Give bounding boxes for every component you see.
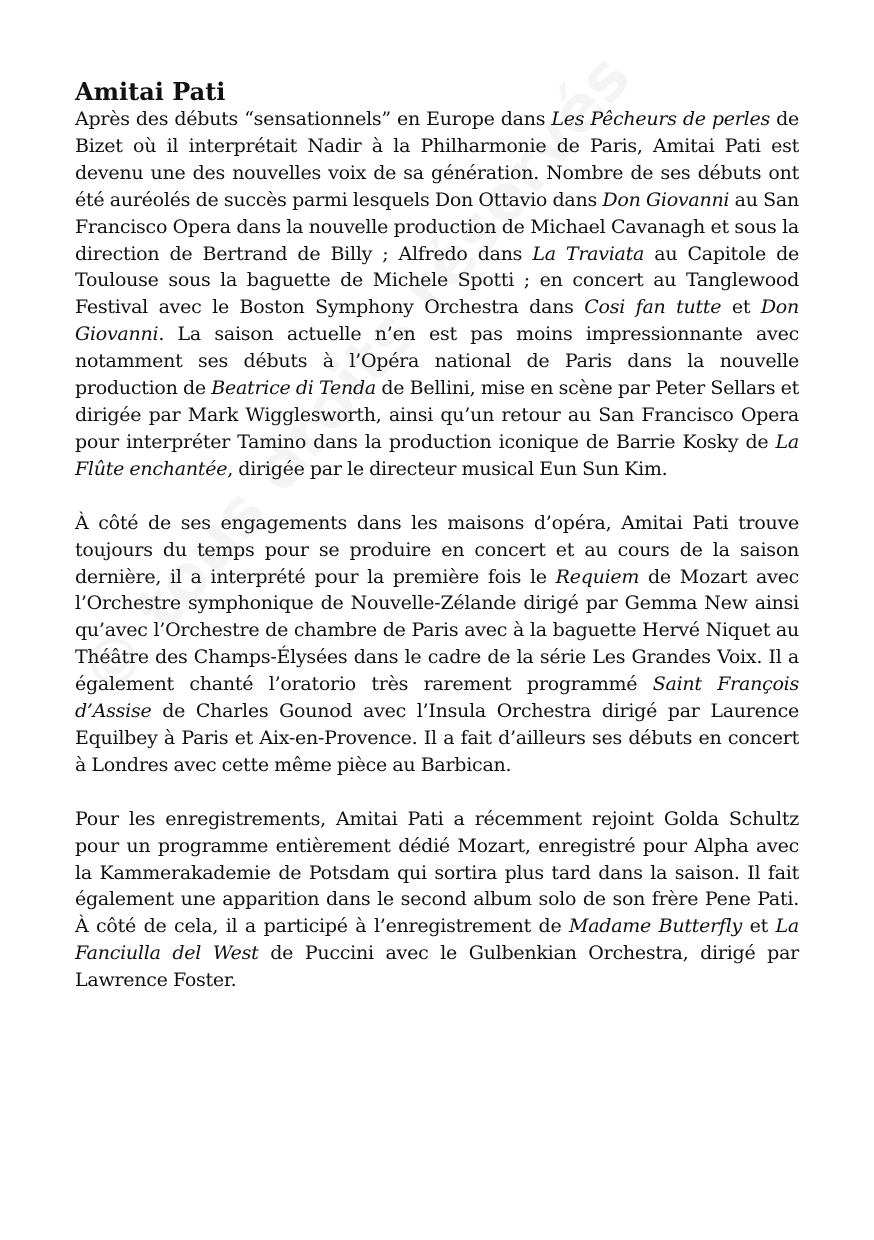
italic-title-text: Cosi fan tutte bbox=[584, 296, 722, 319]
paragraph-text: , dirigée par le directeur musical Eun Sun Kim. bbox=[227, 457, 668, 480]
paragraph-text: de Puccini avec le Gulbenkian Orchestra, dirigé par Lawrence Foster. bbox=[75, 942, 799, 992]
italic-title-text: Don Giovanni bbox=[602, 188, 730, 211]
paragraph-career bbox=[75, 106, 799, 483]
paragraph-text: de Bellini, mise en scène par Peter Sellars et dirigée par Mark Wigglesworth, ainsi qu’un retour au San Francisco Opera pour interpréter Tamino dans la production iconique de Barrie Kosky de bbox=[75, 377, 799, 453]
paragraph-text: de Bizet où il interprétait Nadir à la Philharmonie de Paris, Amitai Pati est devenu une des nouvelles voix de sa génération. Nombre de ses débuts ont été auréolés de succès parmi lesquels Don Ottavio dans bbox=[75, 108, 799, 211]
italic-title-text: Madame Butterfly bbox=[569, 915, 743, 938]
paragraph-text: et bbox=[742, 915, 776, 938]
italic-title-text: Saint François d’Assise bbox=[75, 673, 799, 723]
biography-section bbox=[75, 78, 799, 994]
paragraph-text: de Charles Gounod avec l’Insula Orchestra dirigé par Laurence Equilbey à Paris et Aix-en-Provence. Il a fait d’ailleurs ses débuts en concert à Londres avec cette même pièce au Barbican. bbox=[75, 700, 799, 776]
paragraph-text: au Capitole de Toulouse sous la baguette de Michele Spotti ; en concert au Tanglewood Festival avec le Boston Symphony Orchestra dans bbox=[75, 242, 799, 319]
paragraph-concerts bbox=[75, 510, 799, 779]
italic-title-text: La Flûte enchantée bbox=[75, 430, 799, 480]
paragraph-text: . La saison actuelle n’en est pas moins impressionnante avec notamment ses débuts à l’Opéra national de Paris dans la nouvelle production de bbox=[75, 323, 799, 400]
paragraph-text: À côté de ses engagements dans les maisons d’opéra, Amitai Pati trouve toujours du temps pour se produire en concert et au cours de la saison dernière, il a interprété pour la première fois le bbox=[75, 511, 799, 588]
italic-title-text: Les Pêcheurs de perles bbox=[551, 108, 770, 130]
italic-title-text: Beatrice di Tenda bbox=[211, 377, 376, 400]
italic-title-text: La Fanciulla del West bbox=[75, 915, 799, 965]
paragraph-recordings bbox=[75, 806, 799, 994]
italic-title-text: Don Giovanni bbox=[75, 296, 799, 346]
page-title: Amitai Pati bbox=[75, 77, 226, 106]
paragraph-text: au San Francisco Opera dans la nouvelle production de Michael Cavanagh et sous la direction de Bertrand de Billy ; Alfredo dans bbox=[75, 188, 799, 265]
paragraph-text: et bbox=[721, 296, 761, 319]
italic-title-text: La Traviata bbox=[532, 242, 645, 265]
italic-title-text: Requiem bbox=[555, 565, 640, 588]
paragraph-text: Après des débuts “sensationnels” en Europe dans bbox=[75, 108, 552, 130]
paragraph-text: de Mozart avec l’Orchestre symphonique de Nouvelle-Zélande dirigé par Gemma New ainsi qu’avec l’Orchestre de chambre de Paris avec à la baguette Hervé Niquet au Théâtre des Champs-Élysées dans le cadre de la série Les Grandes Voix. Il a également chanté l’oratorio très rarement programmé bbox=[75, 565, 799, 696]
paragraph-text: Pour les enregistrements, Amitai Pati a récemment rejoint Golda Schultz pour un programme entièrement dédié Mozart, enregistré pour Alpha avec la Kammerakademie de Potsdam qui sortira plus tard dans la saison. Il fait également une apparition dans le second album solo de son frère Pene Pati. À côté de cela, il a participé à l’enregistrement de bbox=[75, 807, 799, 938]
